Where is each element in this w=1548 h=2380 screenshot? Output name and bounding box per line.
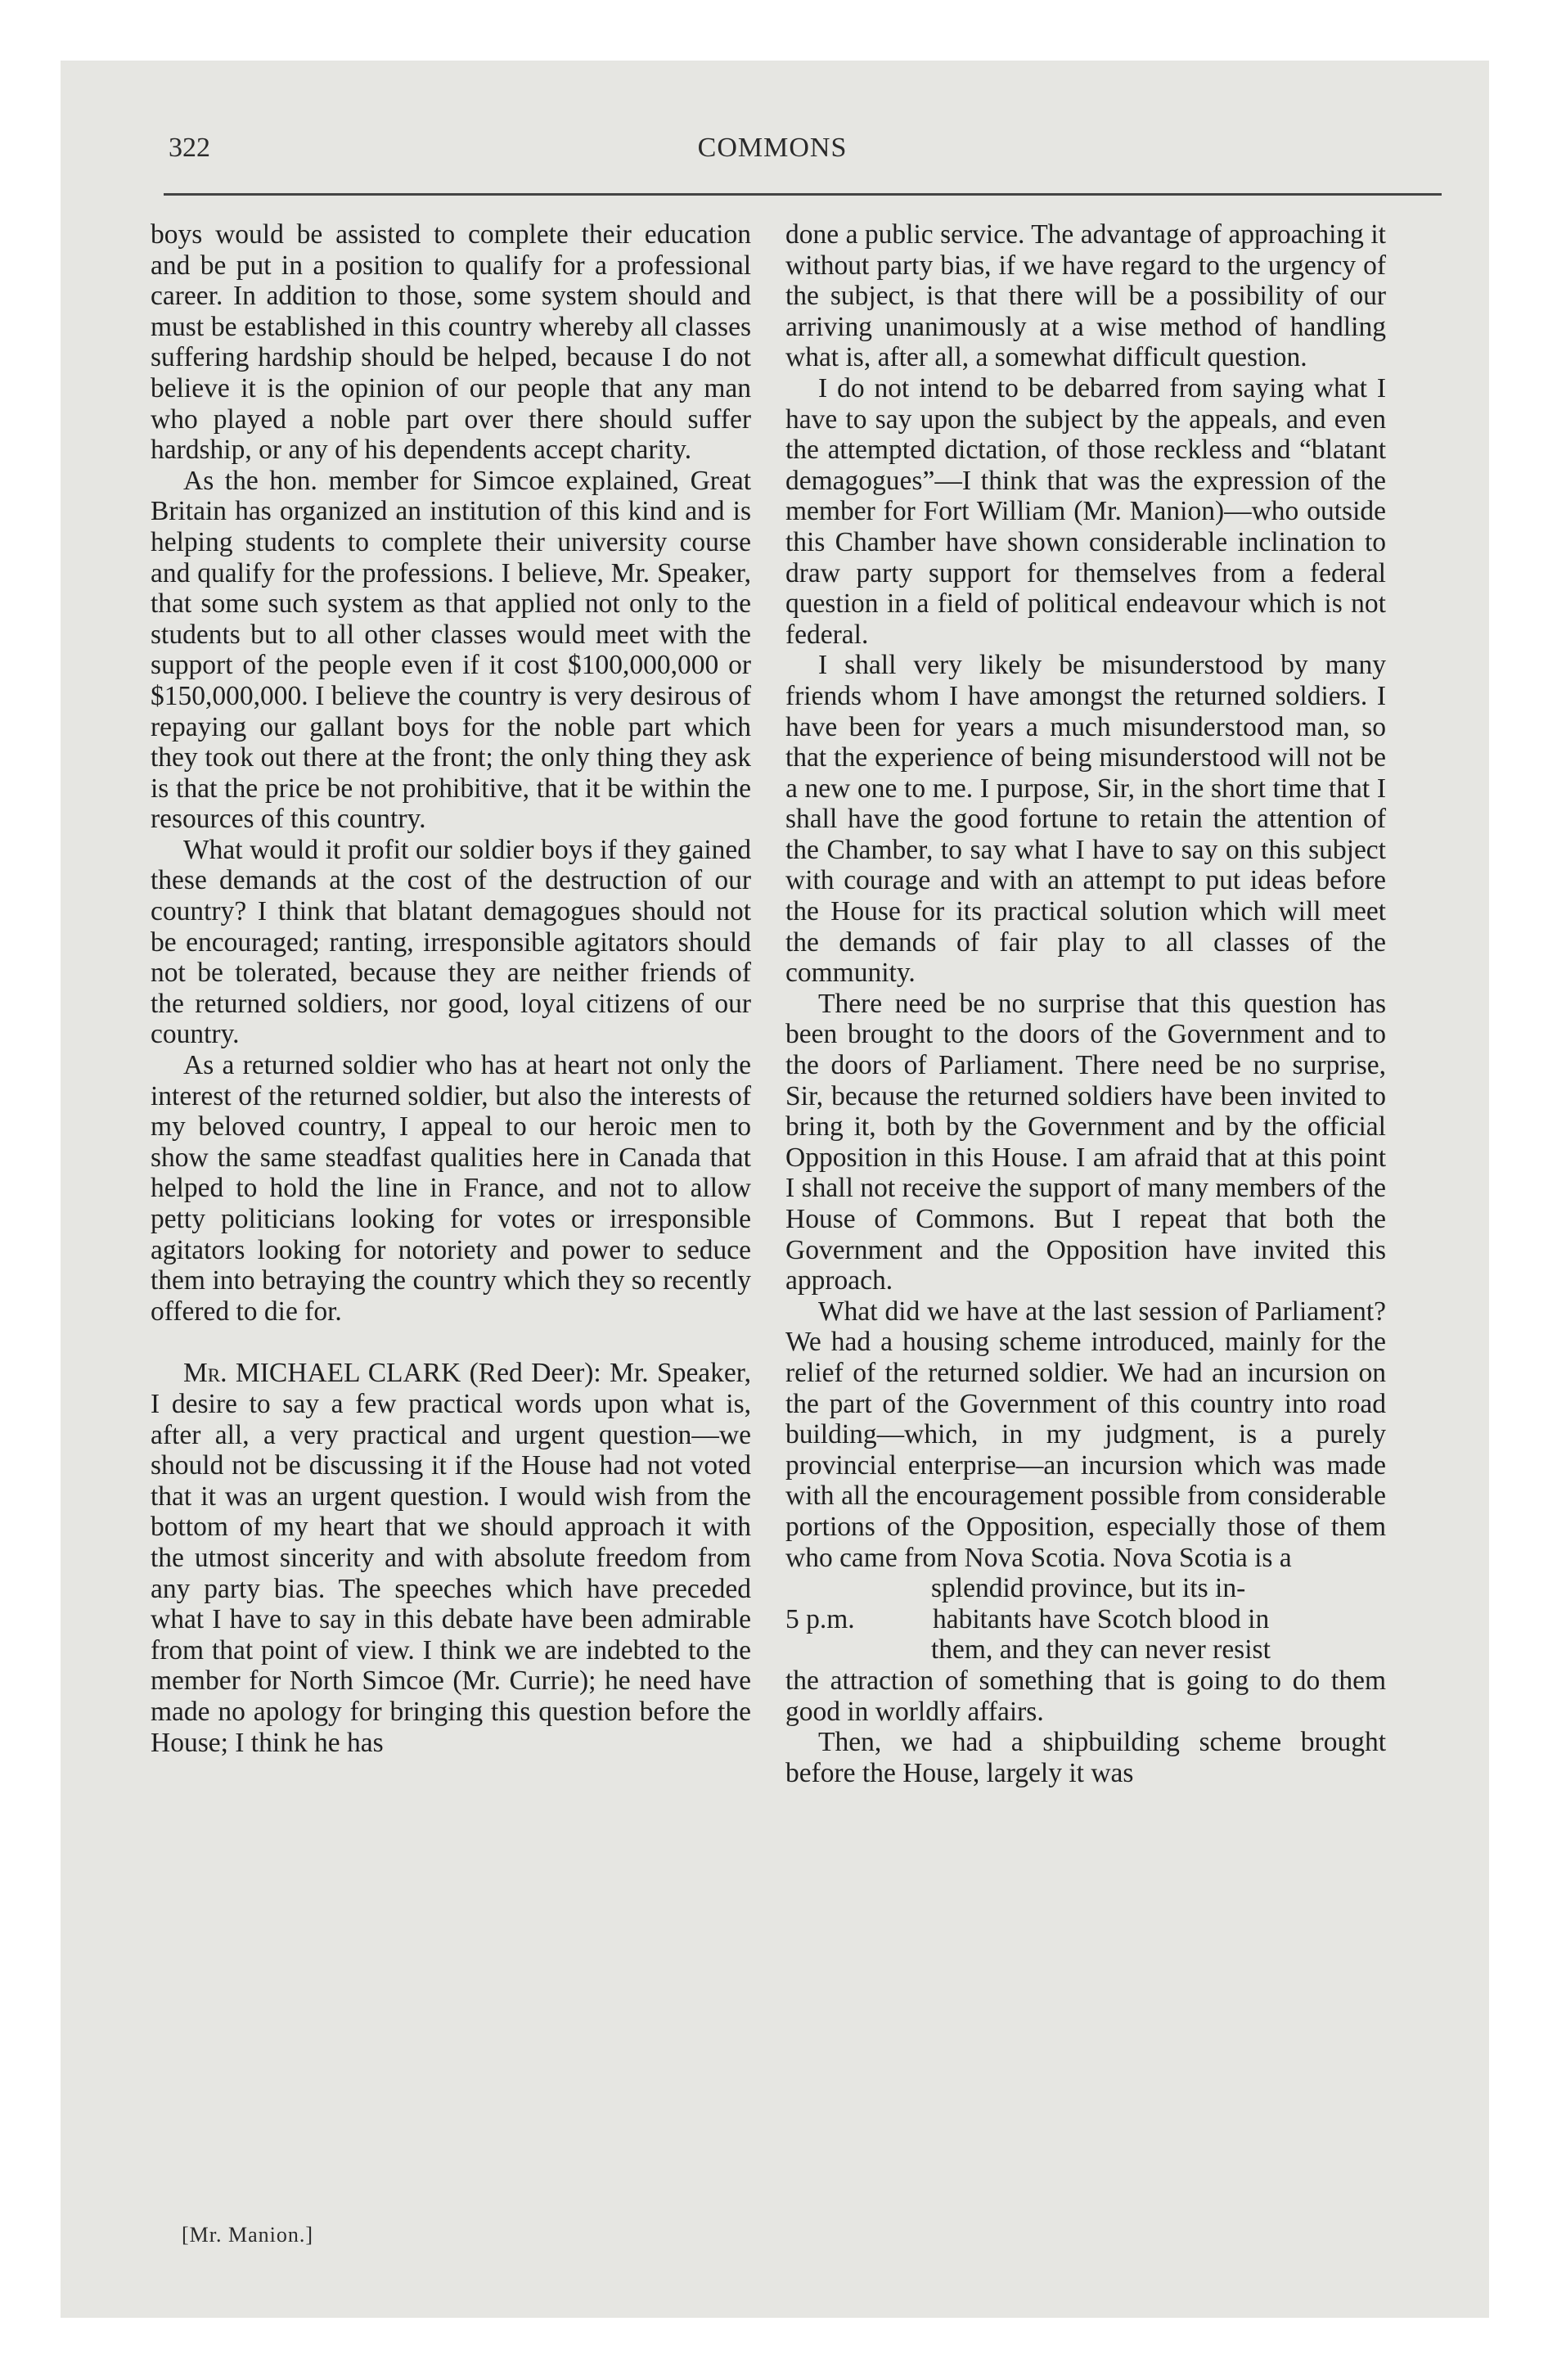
left-column xyxy=(151,219,751,1758)
indented-line-text: habitants have Scotch blood in xyxy=(933,1603,1270,1634)
speech-text: Mr. Speaker, I desire to say a few practical words upon what is, after all, a very practical and urgent question—we should not be discussing it if the House had not voted that it was an urgent question. I would wish from the bottom of my heart that we should approach it with the utmost sincerity and with absolute freedom from any party bias. The speeches which have preceded what I have to say in this debate have been admirable from that point of view. I think we are indebted to the member for North Simcoe (Mr. Currie); he need have made no apology for bringing this question before the House; I think he has xyxy=(151,1358,751,1758)
indented-line: splendid province, but its in- xyxy=(931,1573,1246,1604)
paragraph: What did we have at the last session of Parliament? We had a housing scheme introduced, mainly for the relief of the returned soldier. We had an incursion on the part of the Government of this country into road building—which, in my judgment, is a purely provincial enterprise—an incursion which was made with all the encouragement possible from considerable portions of the Opposition, especially those of them who came from Nova Scotia. Nova Scotia is a xyxy=(785,1296,1386,1573)
margin-line xyxy=(785,1604,1386,1635)
paragraph: Then, we had a shipbuilding scheme brought before the House, largely it was xyxy=(785,1727,1386,1788)
indented-line: them, and they can never resist xyxy=(931,1634,1271,1666)
paragraph: I do not intend to be debarred from saying what I have to say upon the subject by the appeals, and even the attempted dictation, of those reckless and “blatant demagogues”—I think that was the expression of the member for Fort William (Mr. Manion)—who outside this Chamber have shown considerable inclination to draw party support for themselves from a federal question in a field of political endeavour which is not federal. xyxy=(785,372,1386,650)
paragraph: As the hon. member for Simcoe explained, Great Britain has organized an institution of this kind and is helping students to complete their university course and qualify for the professions. I believe, Mr. Speaker, that some such system as that applied not only to the students but to all other classes would meet with the support of the people even if it cost $100,000,000 or $150,000,000. I believe the country is very desirous of repaying our gallant boys for the noble part which they took out there at the front; the only thing they ask is that the price be not prohibitive, that it be within the resources of this country. xyxy=(151,465,751,835)
header-rule xyxy=(164,193,1442,196)
footer-attribution: [Mr. Manion.] xyxy=(182,2223,314,2247)
paragraph: I shall very likely be misunderstood by many friends whom I have amongst the returned soldiers. I have been for years a much misunderstood man, so that the experience of being misunderstood will not be a new one to me. I purpose, Sir, in the short time that I shall have the good fortune to retain the attention of the Chamber, to say what I have to say on this subject with courage and with an attempt to put ideas before the House for its practical solution which will meet the demands of fair play to all classes of the community. xyxy=(785,650,1386,989)
page-header xyxy=(105,123,1440,172)
paragraph: done a public service. The advantage of approaching it without party bias, if we have regard to the urgency of the subject, is that there will be a possibility of our arriving unanimously at a wise method of handling what is, after all, a somewhat difficult question. xyxy=(785,219,1386,373)
speaker-name: Mr. MICHAEL CLARK xyxy=(183,1358,461,1389)
margin-time-note: 5 p.m. xyxy=(785,1603,855,1634)
running-head: COMMONS xyxy=(697,133,848,163)
paragraph: What would it profit our soldier boys if they gained these demands at the cost of the destruction of our country? I think that blatant demagogues should not be encouraged; ranting, irresponsible agitators should not be tolerated, because they are neither friends of the returned soldiers, nor good, loyal citizens of our country. xyxy=(151,834,751,1050)
paragraph: As a returned soldier who has at heart not only the interest of the returned soldier, but also the interests of my beloved country, I appeal to our heroic men to show the same steadfast qualities here in Canada that helped to hold the line in France, and not to allow petty politicians looking for votes or irresponsible agitators looking for notoriety and power to seduce them into betraying the country which they so recently offered to die for. xyxy=(151,1050,751,1327)
paragraph: boys would be assisted to complete their education and be put in a position to qualify for a professional career. In addition to those, some system should and must be established in this country whereby all classes suffering hardship should be helped, because I do not believe it is the opinion of our people that any man who played a noble part over there should suffer hardship, or any of his dependents accept charity. xyxy=(151,219,751,466)
paragraph-tail: the attraction of something that is going to do them good in worldly affairs. xyxy=(785,1665,1386,1727)
page-number: 322 xyxy=(169,133,210,163)
speaker-riding: (Red Deer): xyxy=(469,1358,601,1389)
paragraph: There need be no surprise that this question has been brought to the doors of the Government and to the doors of Parliament. There need be no surprise, Sir, because the returned soldiers have been invited to bring it, both by the Government and by the official Opposition in this House. I am afraid that at this point I shall not receive the support of many members of the House of Commons. But I repeat that both the Government and the Opposition have invited this approach. xyxy=(785,988,1386,1296)
right-column xyxy=(785,219,1386,1788)
speech-paragraph xyxy=(151,1358,751,1758)
